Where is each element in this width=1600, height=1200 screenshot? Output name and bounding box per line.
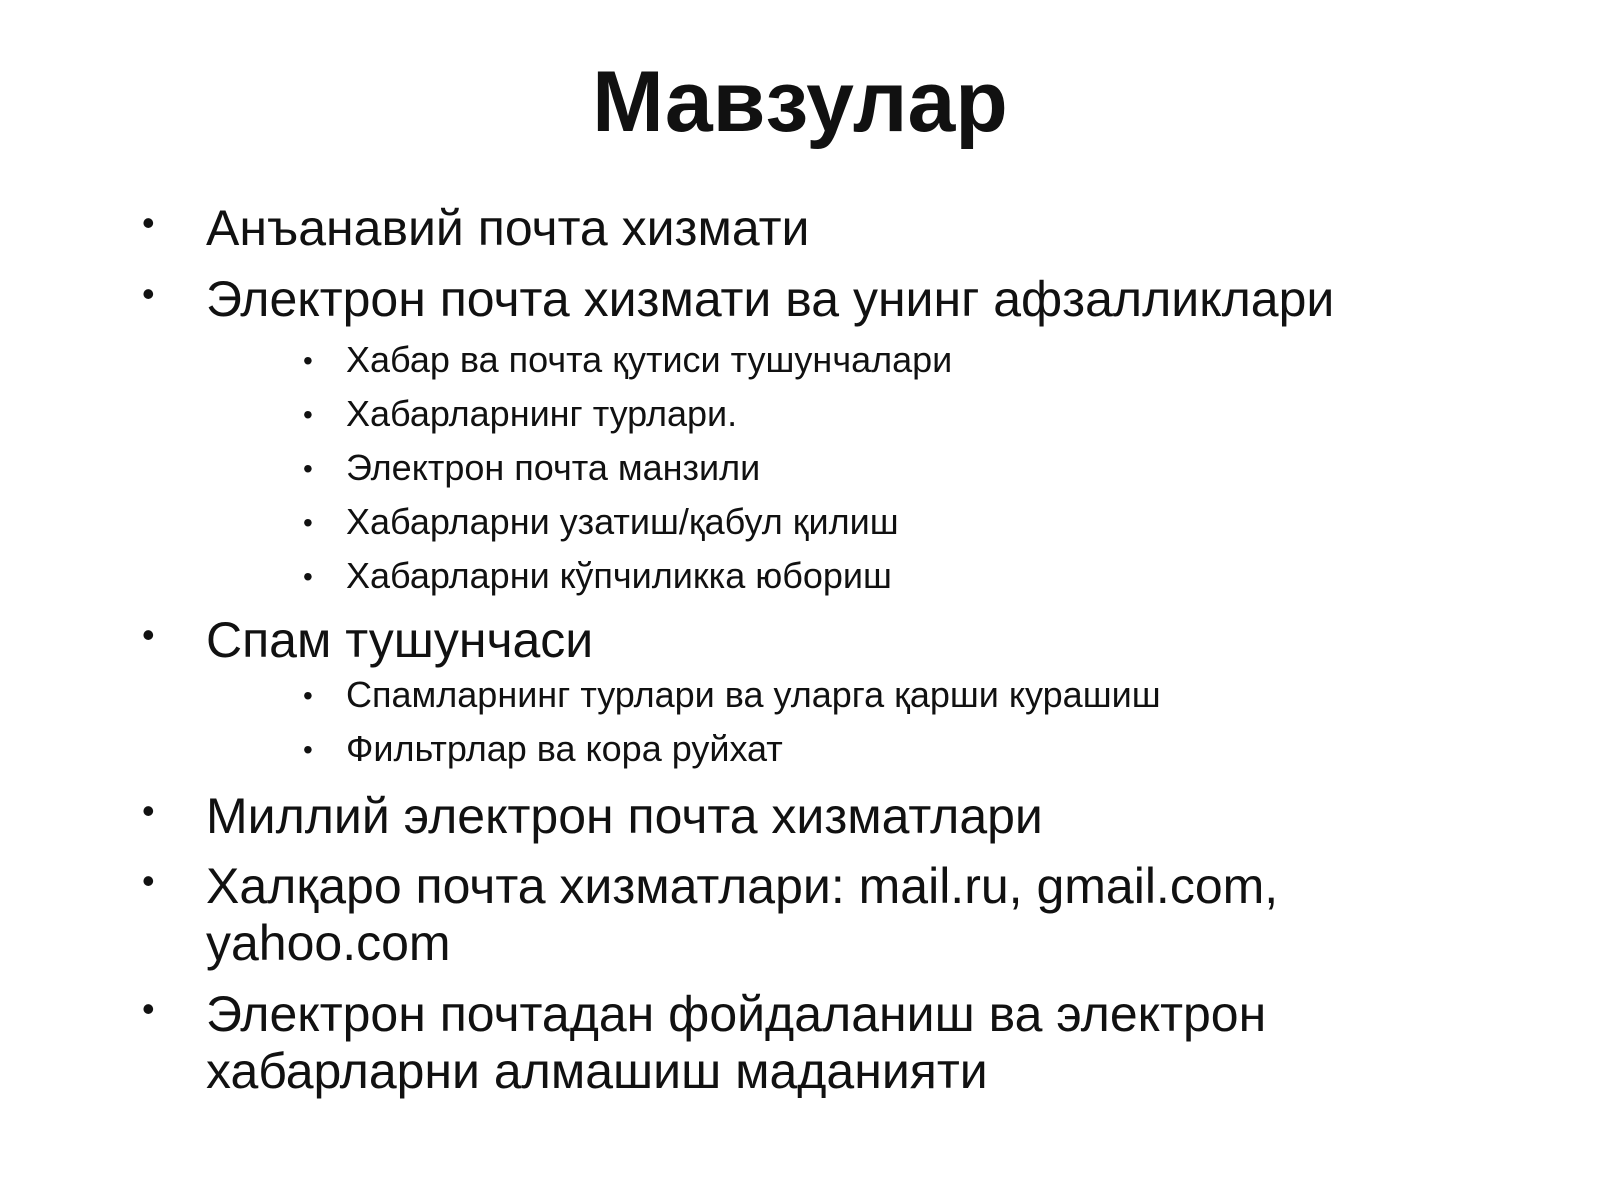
subtopic-item: Хабарларни узатиш/қабул қилиш [346, 501, 899, 542]
sub-bullet-icon: • [303, 507, 313, 538]
slide-title: Мавзулар [592, 54, 1008, 150]
subtopic-item: Фильтрлар ва кора руйхат [346, 728, 783, 769]
topic-item: Анъанавий почта хизмати [206, 200, 810, 256]
subtopic-item: Хабарларни кўпчиликка юбориш [346, 555, 892, 596]
sub-bullet-icon: • [303, 734, 313, 765]
sub-bullet-icon: • [303, 561, 313, 592]
bullet-icon: • [142, 988, 155, 1029]
topic-item-continuation: yahoo.com [206, 915, 451, 971]
bullet-icon: • [142, 790, 155, 831]
subtopic-item: Электрон почта манзили [346, 447, 761, 488]
bullet-icon: • [142, 202, 155, 243]
topic-item: Спам тушунчаси [206, 612, 594, 668]
bullet-icon: • [142, 273, 155, 314]
topic-item: Халқаро почта хизматлари: mail.ru, gmail.com, [206, 858, 1279, 914]
topic-item: Миллий электрон почта хизматлари [206, 788, 1043, 844]
sub-bullet-icon: • [303, 680, 313, 711]
sub-bullet-icon: • [303, 345, 313, 376]
subtopic-item: Хабар ва почта қутиси тушунчалари [346, 339, 953, 380]
sub-bullet-icon: • [303, 453, 313, 484]
subtopic-item: Хабарларнинг турлари. [346, 393, 738, 434]
topic-item: Электрон почта хизмати ва унинг афзалликлари [206, 271, 1335, 327]
topic-item: Электрон почтадан фойдаланиш ва электрон [206, 986, 1267, 1042]
bullet-icon: • [142, 860, 155, 901]
topic-item-continuation: хабарларни алмашиш маданияти [206, 1043, 988, 1099]
bullet-icon: • [142, 614, 155, 655]
sub-bullet-icon: • [303, 399, 313, 430]
subtopic-item: Спамларнинг турлари ва уларга қарши курашиш [346, 674, 1161, 715]
